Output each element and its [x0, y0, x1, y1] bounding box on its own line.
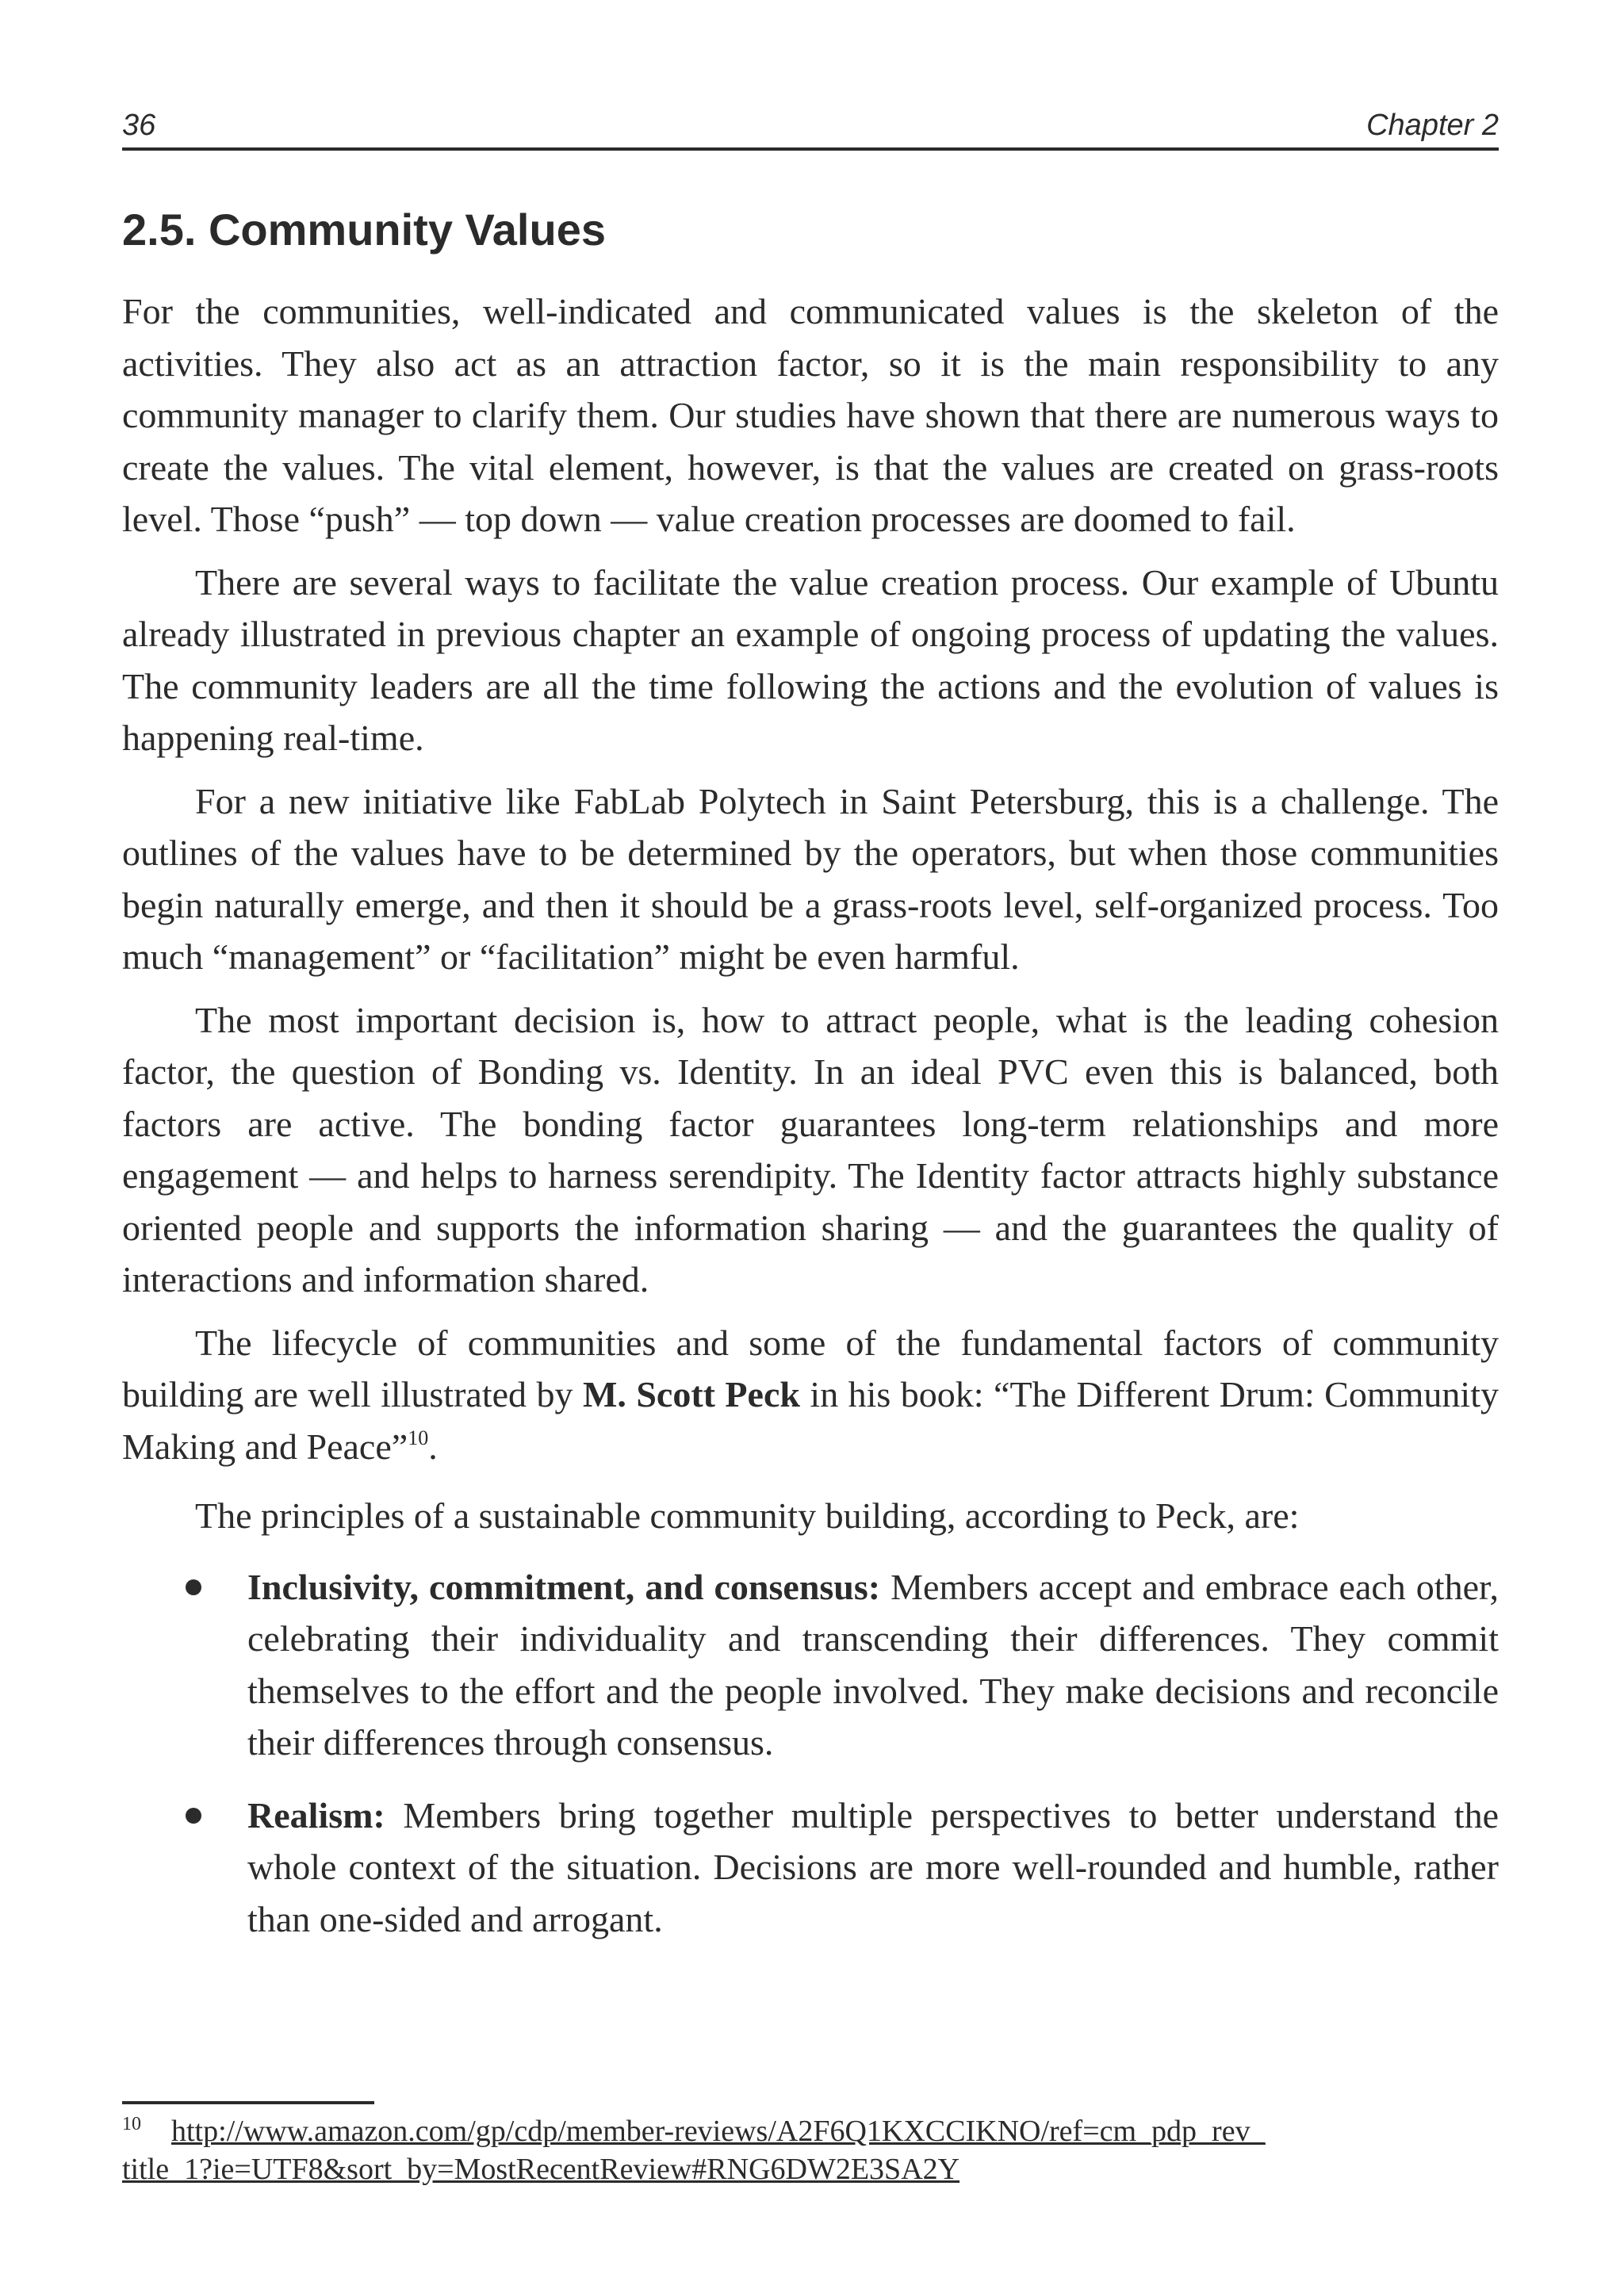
list-item [122, 1790, 1499, 1946]
principles-list [122, 1561, 1499, 1946]
bullet-icon [186, 1579, 201, 1595]
list-item [122, 1561, 1499, 1769]
peck-text-before: The lifecycle of communities and some of the fundamental factors of community building are well illustrated by [122, 1322, 1499, 1414]
footnote-divider [122, 2101, 374, 2104]
chapter-label: Chapter 2 [1366, 109, 1499, 142]
paragraph-1: For the communities, well-indicated and communicated values is the skeleton of the activities. They also act as an attraction factor, so it is the main responsibility to any community manager to clarify them. Our studies have shown that there are numerous ways to create the values. The vital element, however, is that the values are created on grass-roots level. Those “push” — top down — value creation processes are doomed to fail. [122, 291, 1499, 539]
bullet-text: Members bring together multiple perspectives to better understand the whole context of the situation. Decisions are more well-rounded and humble, rather than one-sided and arrogant. [247, 1794, 1499, 1939]
bullet-term: Inclusivity, commitment, and consensus: [247, 1566, 881, 1607]
peck-text-after: in his book: “The Different Drum: Community Making and Peace” [122, 1374, 1499, 1467]
page-number: 36 [122, 109, 156, 142]
principles-intro: The principles of a sustainable community building, according to Peck, are: [195, 1495, 1300, 1536]
paragraph-peck [122, 1317, 1499, 1473]
footnote-number: 10 [122, 2114, 141, 2134]
section-title: 2.5. Community Values [122, 205, 606, 255]
footnote-reference[interactable]: 10 [408, 1426, 429, 1449]
paragraph-2: There are several ways to facilitate the value creation process. Our example of Ubuntu already illustrated in previous chapter an example of ongoing process of updating the values. The community leaders are all the time following the actions and the evolution of values is happening real-time. [122, 561, 1499, 758]
author-name: M. Scott Peck [582, 1374, 800, 1414]
bullet-term: Realism: [247, 1794, 385, 1836]
body-text [122, 285, 1499, 1966]
bullet-icon [186, 1808, 201, 1824]
running-head [122, 103, 1499, 151]
footnote [122, 2112, 1499, 2188]
footnote-link[interactable]: http://www.amazon.com/gp/cdp/member-reviews/A2F6Q1KXCCIKNO/ref=cm_pdp_rev_ [171, 2115, 1266, 2148]
bullet-text: Members accept and embrace each other, celebrating their individuality and transcending their differences. They commit themselves to the effort and the people involved. They make decisions and reconcile their differences through consensus. [247, 1566, 1499, 1763]
peck-text-end: . [428, 1426, 438, 1467]
paragraph-3: For a new initiative like FabLab Polytech in Saint Petersburg, this is a challenge. The outlines of the values have to be determined by the operators, but when those communities begin naturally emerge, and then it should be a grass-roots level, self-organized process. Too much “management” or “facilitation” might be even harmful. [122, 780, 1499, 977]
paragraph-4: The most important decision is, how to attract people, what is the leading cohesion factor, the question of Bonding vs. Identity. In an ideal PVC even this is balanced, both factors are active. The bonding factor guarantees long-term relationships and more engagement — and helps to harness serendipity. The Identity factor attracts highly substance oriented people and supports the information sharing — and the guarantees the quality of interactions and information shared. [122, 999, 1499, 1300]
footnote-link-continued[interactable]: title_1?ie=UTF8&sort_by=MostRecentReview#RNG6DW2E3SA2Y [122, 2153, 960, 2186]
